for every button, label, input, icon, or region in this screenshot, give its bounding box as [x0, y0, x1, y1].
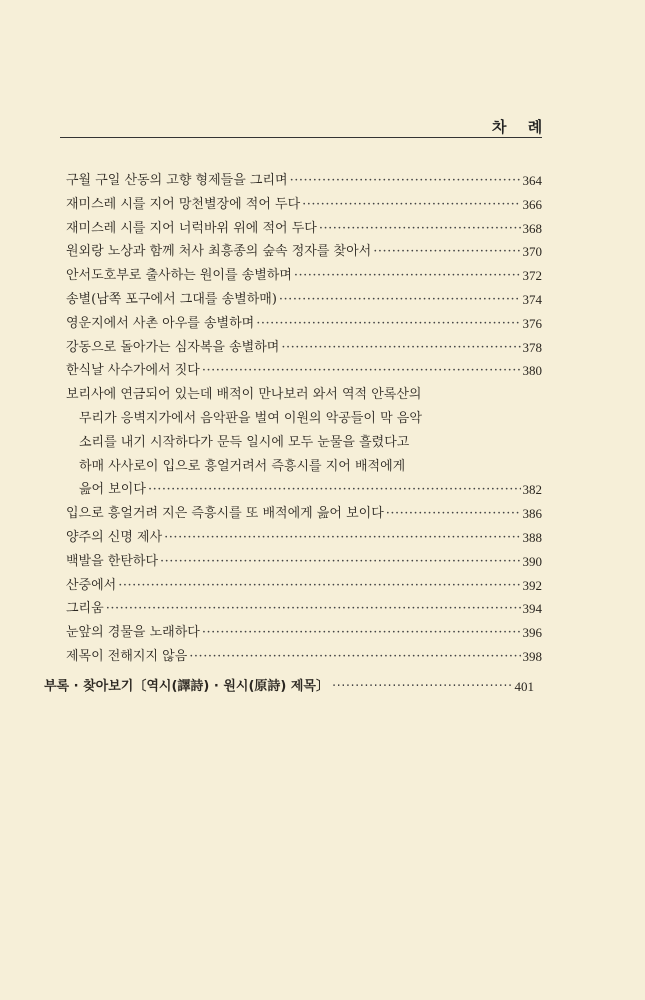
toc-entry-title: 보리사에 연금되어 있는데 배적이 만나보러 와서 역적 안록산의	[66, 387, 422, 403]
toc-entry-title: 읊어 보이다	[79, 482, 146, 498]
toc-entry-title: 제목이 전해지지 않음	[66, 648, 188, 664]
dot-leader	[332, 676, 512, 698]
toc-entry-line	[66, 193, 542, 217]
dot-leader	[373, 240, 520, 264]
toc-entry-line	[66, 336, 542, 360]
toc-page-number: 386	[522, 506, 542, 522]
toc-entry-title: 재미스레 시를 지어 망천별장에 적어 두다	[66, 196, 301, 212]
toc-entry[interactable]	[66, 621, 542, 645]
toc-entry-line	[66, 574, 542, 598]
dot-leader	[256, 312, 520, 336]
toc-page-number: 394	[522, 601, 542, 617]
toc-entry-line	[66, 526, 542, 550]
toc-entry-line	[66, 407, 542, 431]
toc-page-number: 374	[522, 291, 542, 307]
dot-leader	[290, 169, 521, 193]
toc-entry[interactable]	[66, 312, 542, 336]
toc-page-number: 390	[522, 553, 542, 569]
toc-entry-title: 그리움	[66, 601, 104, 617]
toc-entry-title: 하매 사사로이 입으로 흥얼거려서 즉흥시를 지어 배적에게	[79, 458, 406, 474]
toc-entry-line	[66, 645, 542, 669]
dot-leader	[148, 478, 521, 502]
dot-leader	[164, 526, 520, 550]
toc-entry-title: 원외랑 노상과 함께 처사 최흥종의 숲속 정자를 찾아서	[66, 244, 372, 260]
header-divider	[60, 137, 542, 138]
toc-entry[interactable]	[66, 288, 542, 312]
table-of-contents	[66, 169, 542, 669]
toc-entry-line	[66, 169, 542, 193]
toc-entry-line	[66, 264, 542, 288]
toc-page-number: 372	[522, 268, 542, 284]
toc-entry[interactable]	[66, 597, 542, 621]
toc-page-number: 380	[522, 363, 542, 379]
toc-entry-title: 송별(남쪽 포구에서 그대를 송별하매)	[66, 291, 277, 307]
dot-leader	[189, 645, 520, 669]
toc-entry-title: 소리를 내기 시작하다가 문득 일시에 모두 눈물을 흘렸다고	[79, 434, 410, 450]
toc-entry[interactable]	[66, 550, 542, 574]
toc-entry-title: 재미스레 시를 지어 너럭바위 위에 적어 두다	[66, 220, 317, 236]
toc-entry[interactable]	[66, 217, 542, 241]
toc-entry-line	[66, 478, 542, 502]
appendix-page-number: 401	[514, 679, 534, 694]
dot-leader	[279, 288, 521, 312]
toc-page-number: 376	[522, 315, 542, 331]
toc-entry-title: 안서도호부로 출사하는 원이를 송별하며	[66, 268, 292, 284]
appendix-entry[interactable]	[44, 676, 534, 698]
dot-leader	[281, 336, 520, 360]
toc-entry[interactable]	[66, 645, 542, 669]
toc-page-number: 364	[522, 173, 542, 188]
toc-entry[interactable]	[66, 526, 542, 550]
dot-leader	[106, 597, 521, 621]
toc-entry-line	[66, 431, 542, 455]
dot-leader	[386, 502, 521, 526]
toc-entry[interactable]	[66, 359, 542, 383]
toc-entry-line	[66, 312, 542, 336]
toc-entry-line	[66, 217, 542, 241]
toc-entry-line	[66, 621, 542, 645]
toc-entry-line	[66, 550, 542, 574]
toc-entry-title: 양주의 신명 제사	[66, 529, 163, 545]
toc-entry-line	[66, 288, 542, 312]
toc-entry-line	[66, 502, 542, 526]
toc-entry-line	[66, 359, 542, 383]
toc-entry-line	[66, 597, 542, 621]
toc-entry[interactable]	[66, 383, 542, 502]
toc-entry-title: 영운지에서 사촌 아우를 송별하며	[66, 315, 255, 331]
toc-entry-title: 백발을 한탄하다	[66, 553, 159, 569]
toc-entry-title: 산중에서	[66, 577, 117, 593]
toc-entry-title: 한식날 사수가에서 짓다	[66, 363, 200, 379]
appendix-title: 부록 · 찾아보기〔역시(譯詩) · 원시(原詩) 제목〕	[44, 679, 329, 694]
toc-page-number: 370	[522, 244, 542, 260]
toc-entry[interactable]	[66, 336, 542, 360]
toc-page-number: 398	[522, 648, 542, 664]
toc-entry[interactable]	[66, 240, 542, 264]
toc-entry[interactable]	[66, 264, 542, 288]
dot-leader	[202, 359, 521, 383]
dot-leader	[302, 193, 520, 217]
toc-entry-title: 강동으로 돌아가는 심자복을 송별하며	[66, 339, 280, 355]
toc-page-number: 366	[522, 196, 542, 212]
toc-entry-line	[66, 455, 542, 479]
toc-entry[interactable]	[66, 574, 542, 598]
toc-entry-title: 구월 구일 산동의 고향 형제들을 그리며	[66, 173, 288, 188]
dot-leader	[160, 550, 520, 574]
dot-leader	[202, 621, 521, 645]
toc-page-number: 382	[522, 482, 542, 498]
toc-entry[interactable]	[66, 502, 542, 526]
page-title: 차 례	[492, 118, 551, 136]
dot-leader	[294, 264, 521, 288]
toc-page-number: 396	[522, 625, 542, 641]
toc-page-number: 378	[522, 339, 542, 355]
toc-entry-title: 눈앞의 경물을 노래하다	[66, 625, 200, 641]
toc-page-number: 388	[522, 529, 542, 545]
toc-entry[interactable]	[66, 169, 542, 193]
toc-entry-title: 무리가 응벽지가에서 음악판을 벌여 이원의 악공들이 막 음악	[79, 410, 422, 426]
toc-entry-line	[66, 383, 542, 407]
toc-page-number: 392	[522, 577, 542, 593]
dot-leader	[118, 574, 520, 598]
dot-leader	[319, 217, 521, 241]
toc-entry-line	[66, 240, 542, 264]
toc-entry[interactable]	[66, 193, 542, 217]
toc-page-number: 368	[522, 220, 542, 236]
toc-entry-title: 입으로 흥얼거려 지은 즉흥시를 또 배적에게 읊어 보이다	[66, 506, 384, 522]
